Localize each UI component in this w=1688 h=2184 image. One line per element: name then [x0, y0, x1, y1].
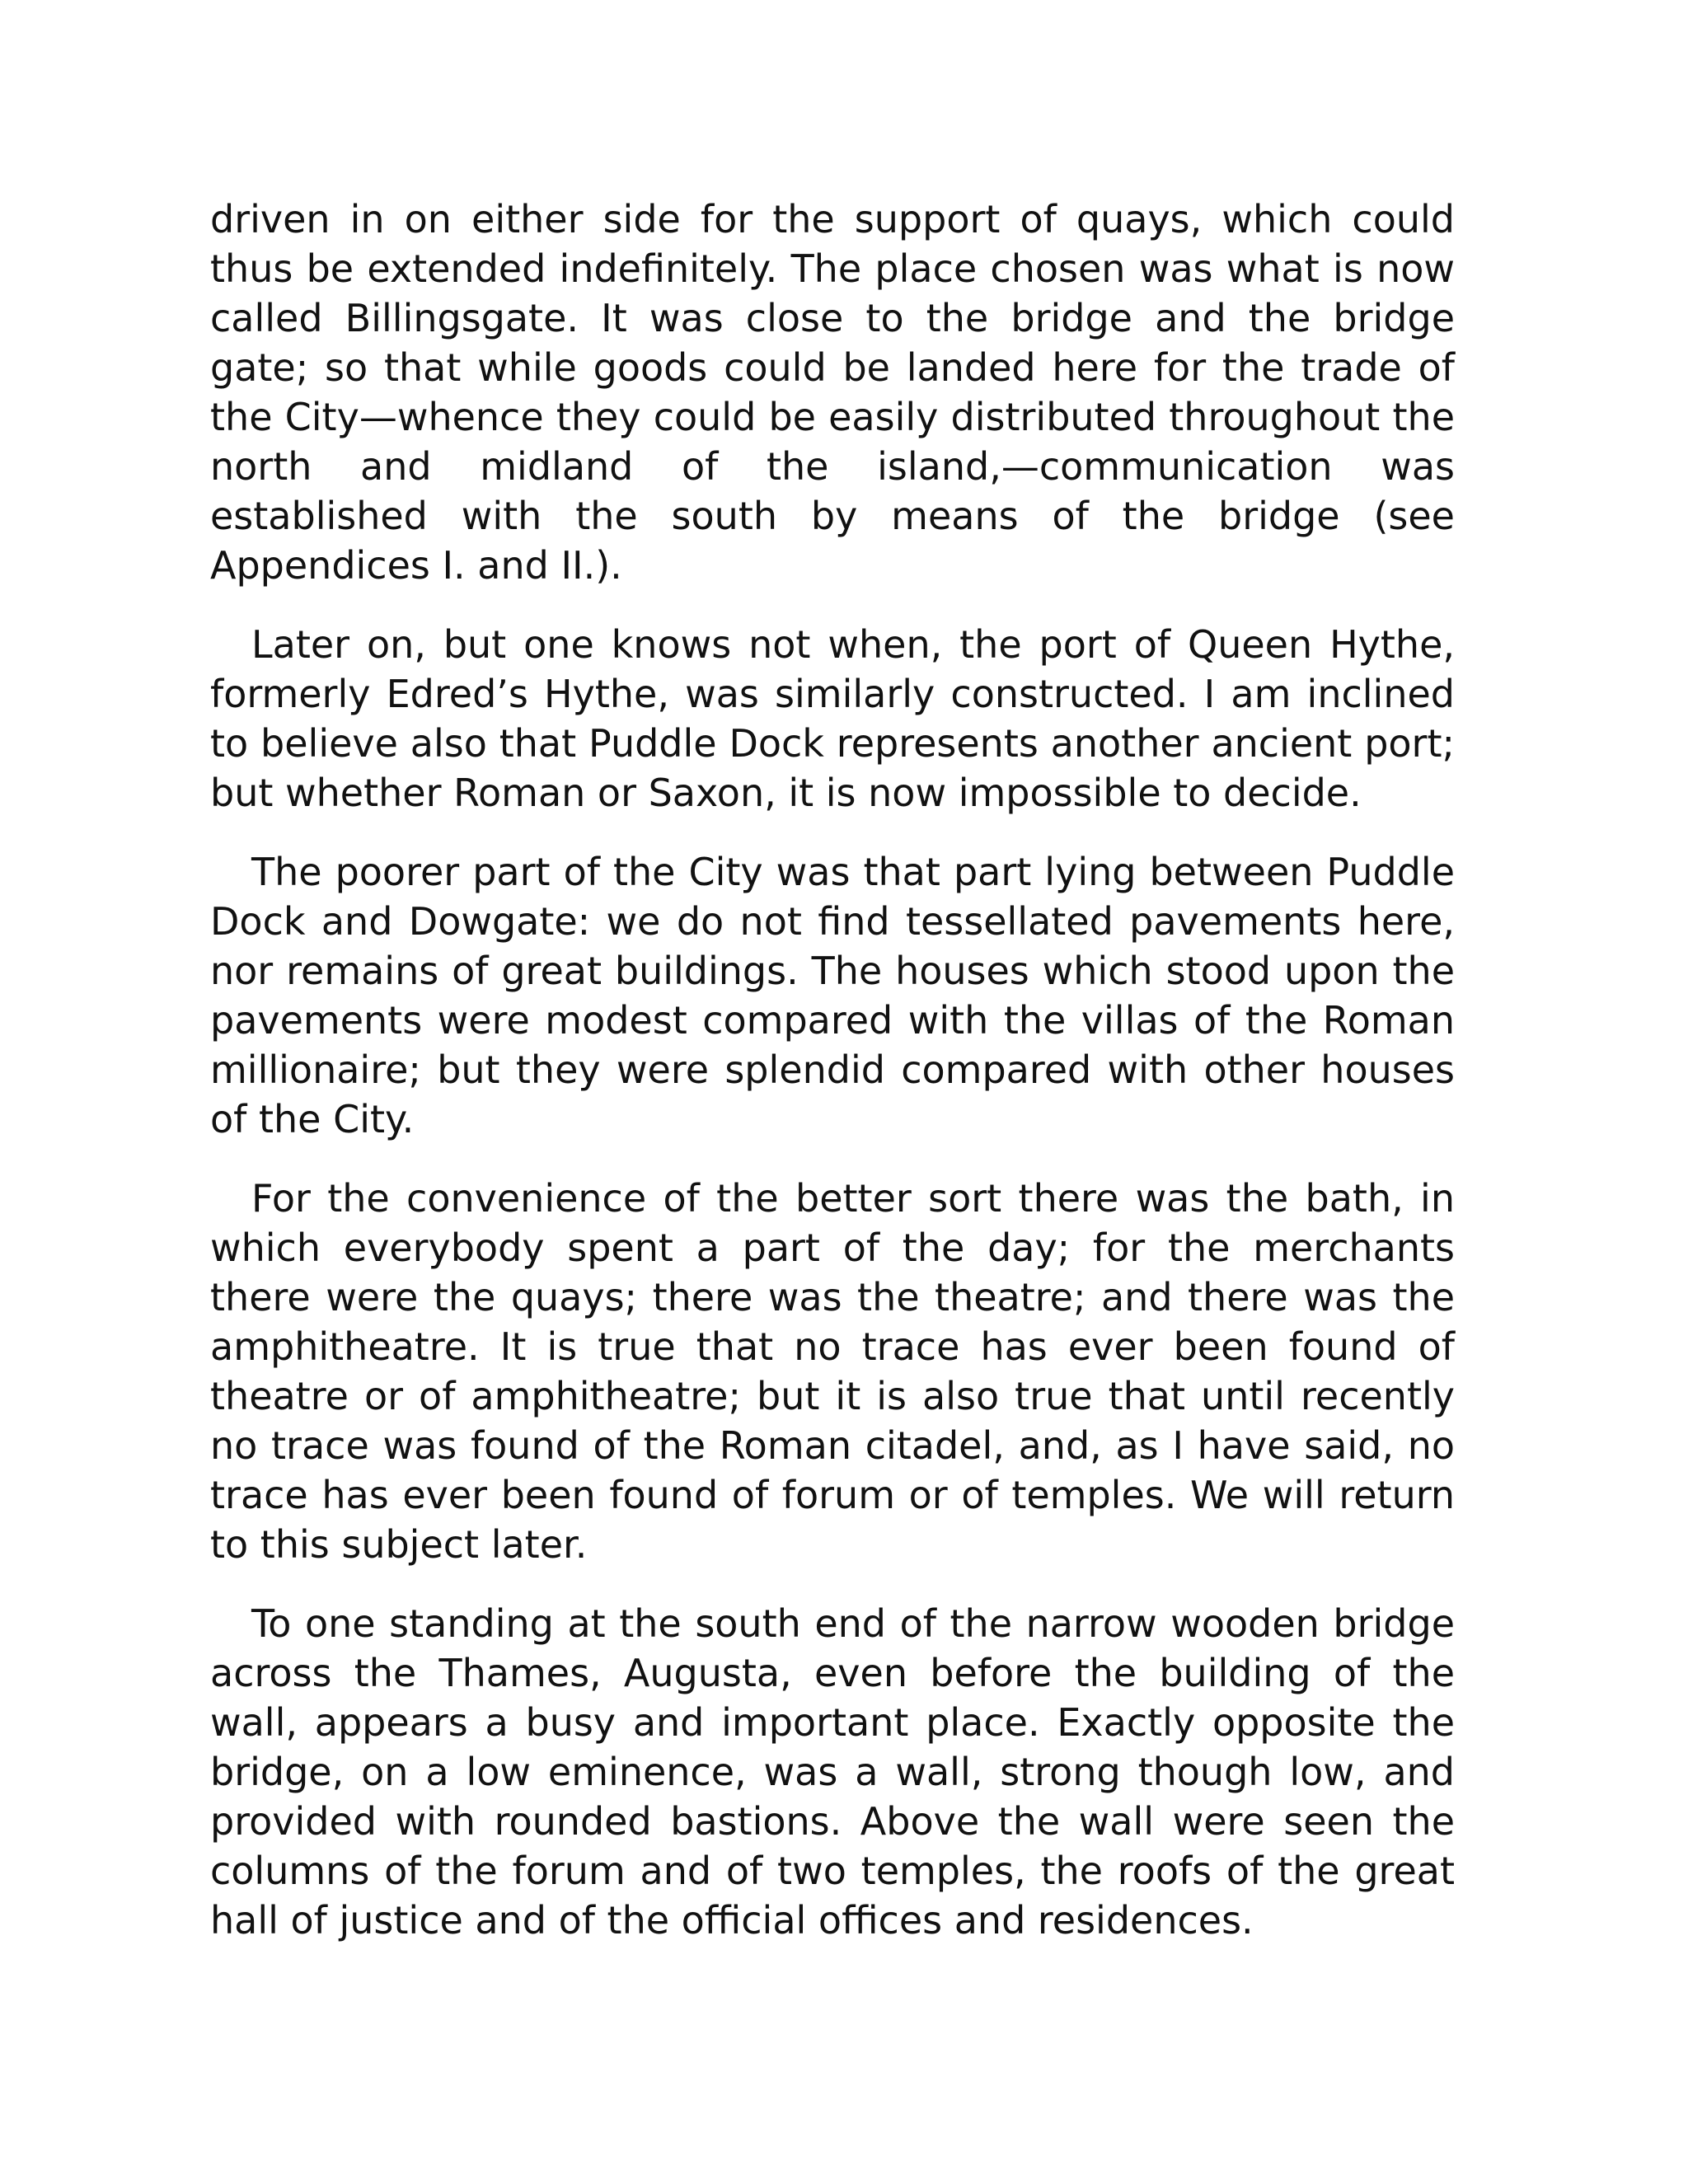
- paragraph-1: driven in on either side for the support of quays, which could thus be extended indefinitely. The place chosen was what is now called Billingsgate. It was close to the bridge and the bridge gate; so that while goods could be landed here for the trade of the City—whence they could be easily distributed throughout the north and midland of the island,—communication was established with the south by means of the bridge (see Appendices I. and II.).: [210, 197, 1455, 588]
- paragraph-3: The poorer part of the City was that part lying between Puddle Dock and Dowgate: we do not find tessellated pavements here, nor remains of great buildings. The houses which stood upon the pavements were modest compared with the villas of the Roman millionaire; but they were splendid compared with other houses of the City.: [210, 850, 1455, 1141]
- paragraph-2: Later on, but one knows not when, the port of Queen Hythe, formerly Edred’s Hythe, was similarly constructed. I am inclined to believe also that Puddle Dock represents another ancient port; but whether Roman or Saxon, it is now impossible to decide.: [210, 622, 1455, 815]
- page-text: [210, 194, 1455, 1975]
- paragraph-4: For the convenience of the better sort there was the bath, in which everybody spent a part of the day; for the merchants there were the quays; there was the theatre; and there was the amphitheatre. It is true that no trace has ever been found of theatre or of amphitheatre; but it is also true that until recently no trace was found of the Roman citadel, and, as I have said, no trace has ever been found of forum or of temples. We will return to this subject later.: [210, 1176, 1455, 1567]
- paragraph-5: To one standing at the south end of the narrow wooden bridge across the Thames, Augusta, even before the building of the wall, appears a busy and important place. Exactly opposite the bridge, on a low eminence, was a wall, strong though low, and provided with rounded bastions. Above the wall were seen the columns of the forum and of two temples, the roofs of the great hall of justice and of the official offices and residences.: [210, 1601, 1455, 1943]
